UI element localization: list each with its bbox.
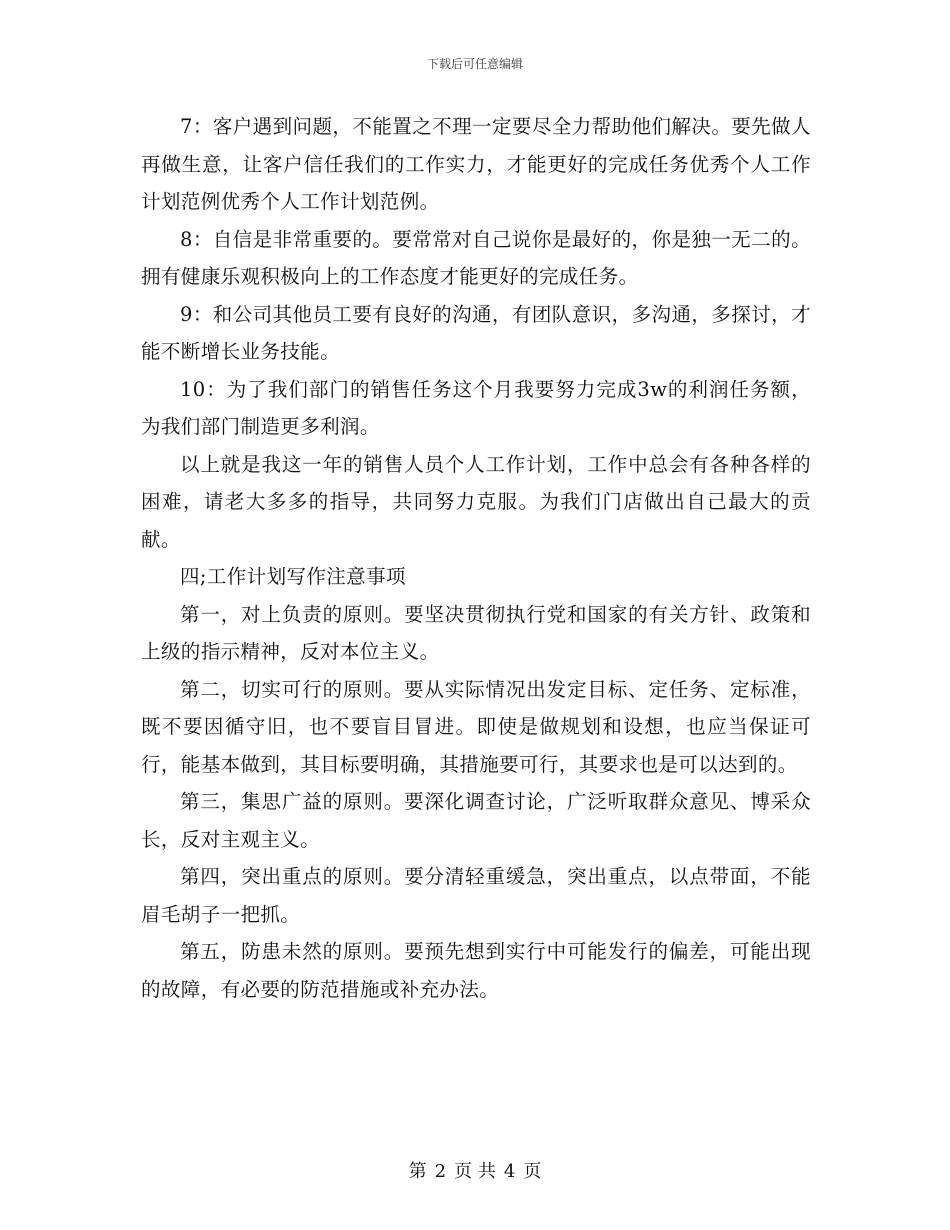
page-footer [0, 1157, 950, 1183]
principle-third: 第三，集思广益的原则。要深化调查讨论，广泛听取群众意见、博采众长，反对主观主义。 [141, 790, 811, 851]
principle-fourth: 第四，突出重点的原则。要分清轻重缓急，突出重点，以点带面，不能眉毛胡子一把抓。 [141, 865, 811, 926]
section-heading: 四;工作计划写作注意事项 [180, 565, 406, 588]
principle-second: 第二，切实可行的原则。要从实际情况出发定目标、定任务、定标准，既不要因循守旧，也不要盲目冒进。即使是做规划和设想，也应当保证可行，能基本做到，其目标要明确，其措施要可行，其要求也是可以达到的。 [141, 677, 811, 776]
principle-fifth: 第五，防患未然的原则。要预先想到实行中可能发行的偏差，可能出现的故障，有必要的防范措施或补充办法。 [141, 940, 811, 1001]
paragraph-item-9: 9：和公司其他员工要有良好的沟通，有团队意识，多沟通，多探讨，才能不断增长业务技能。 [141, 302, 811, 363]
paragraph-item-10: 10：为了我们部门的销售任务这个月我要努力完成3w的利润任务额，为我们部门制造更多利润。 [141, 377, 811, 438]
document-body [141, 108, 811, 1008]
paragraph-summary: 以上就是我这一年的销售人员个人工作计划，工作中总会有各种各样的困难，请老大多多的指导，共同努力克服。为我们门店做出自己最大的贡献。 [141, 452, 811, 551]
footer-suffix: 页 [523, 1161, 542, 1182]
footer-middle: 页 共 [454, 1161, 496, 1182]
total-pages-number: 4 [503, 1161, 516, 1182]
footer-prefix: 第 [408, 1161, 427, 1182]
page-header: 下载后可任意编辑 [426, 57, 523, 71]
paragraph-item-7: 7：客户遇到问题，不能置之不理一定要尽全力帮助他们解决。要先做人再做生意，让客户信任我们的工作实力，才能更好的完成任务优秀个人工作计划范例优秀个人工作计划范例。 [141, 115, 811, 213]
current-page-number: 2 [434, 1161, 447, 1182]
principle-first: 第一，对上负责的原则。要坚决贯彻执行党和国家的有关方针、政策和上级的指示精神，反对本位主义。 [141, 602, 811, 663]
paragraph-item-8: 8：自信是非常重要的。要常常对自己说你是最好的，你是独一无二的。拥有健康乐观积极向上的工作态度才能更好的完成任务。 [141, 227, 811, 288]
